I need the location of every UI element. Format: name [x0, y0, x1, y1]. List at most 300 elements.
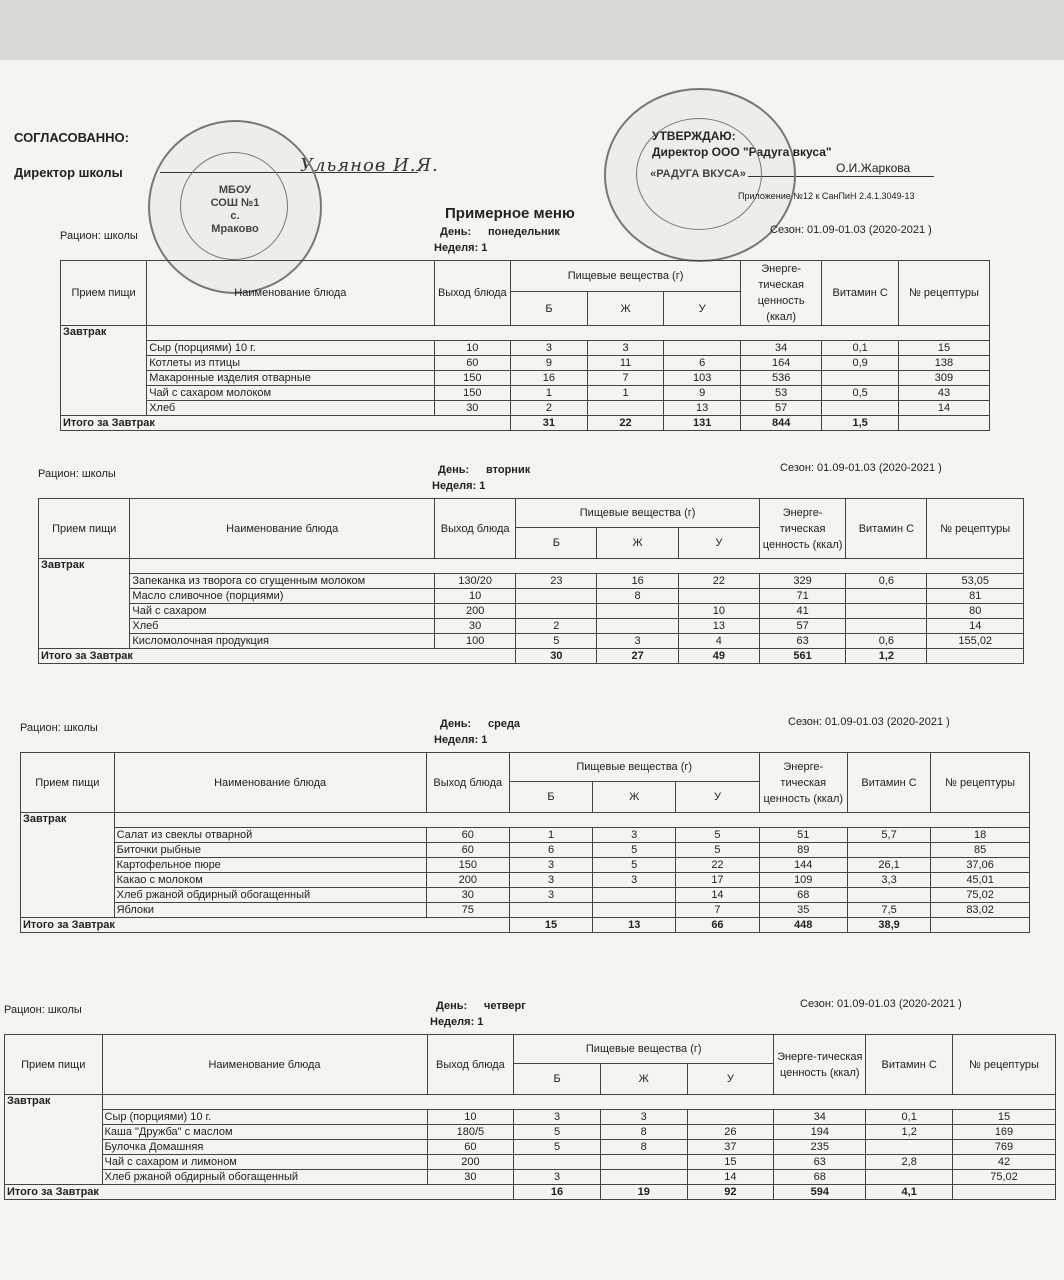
- ration-label: Рацион: школы: [20, 722, 98, 734]
- table-row: [5, 1140, 1056, 1155]
- protein-header: Б: [514, 1064, 601, 1095]
- recipe-number: 37,06: [931, 858, 1030, 873]
- carb-value: 17: [676, 873, 759, 888]
- carb-value: 14: [676, 888, 759, 903]
- total-energy: 844: [740, 416, 821, 431]
- carb-value: [687, 1110, 774, 1125]
- dish-header: Наименование блюда: [130, 499, 435, 559]
- table-row: [21, 903, 1030, 918]
- dish-name: Булочка Домашняя: [102, 1140, 427, 1155]
- vitamin-c-value: 26,1: [847, 858, 930, 873]
- menu-day-section: [4, 996, 1056, 1200]
- energy-header: Энерге-тическая ценность (ккал): [759, 753, 847, 813]
- dish-name: Биточки рыбные: [114, 843, 426, 858]
- day-label: День:: [438, 464, 470, 476]
- meal-name: Завтрак: [39, 559, 130, 649]
- table-row: [5, 1125, 1056, 1140]
- vitamin-c-value: [846, 619, 927, 634]
- meal-header: Прием пищи: [61, 261, 147, 326]
- table-row: [21, 888, 1030, 903]
- fat-value: 7: [587, 371, 664, 386]
- energy-value: 57: [740, 401, 821, 416]
- fat-value: [593, 888, 676, 903]
- vitamin-c-value: [822, 371, 899, 386]
- carb-value: 22: [678, 574, 759, 589]
- total-label: Итого за Завтрак: [21, 918, 510, 933]
- meal-row-filler: [130, 559, 1024, 574]
- total-label: Итого за Завтрак: [5, 1185, 514, 1200]
- dish-output: 100: [435, 634, 516, 649]
- dish-output: 30: [435, 619, 516, 634]
- carb-header: У: [687, 1064, 774, 1095]
- dish-output: 10: [427, 1110, 514, 1125]
- energy-header: Энерге-тическая ценность (ккал): [740, 261, 821, 326]
- recipe-number: 15: [898, 341, 989, 356]
- recipe-number: 83,02: [931, 903, 1030, 918]
- output-header: Выход блюда: [435, 499, 516, 559]
- nutrients-header: Пищевые вещества (г): [514, 1035, 774, 1064]
- fat-value: 3: [597, 634, 678, 649]
- vitamin-c-value: [847, 888, 930, 903]
- energy-value: 53: [740, 386, 821, 401]
- table-row: [21, 843, 1030, 858]
- fat-value: [587, 401, 664, 416]
- dish-name: Хлеб: [130, 619, 435, 634]
- table-row: [39, 619, 1024, 634]
- week-label: Неделя: 1: [434, 242, 488, 254]
- recipe-number: 75,02: [931, 888, 1030, 903]
- meal-row: [39, 559, 1024, 574]
- total-protein: 30: [516, 649, 597, 664]
- energy-value: 109: [759, 873, 847, 888]
- protein-value: 5: [514, 1140, 601, 1155]
- total-energy: 448: [759, 918, 847, 933]
- recipe-number: 769: [953, 1140, 1056, 1155]
- total-energy: 561: [759, 649, 845, 664]
- carb-value: 9: [664, 386, 741, 401]
- total-fat: 22: [587, 416, 664, 431]
- recipe-header: № рецептуры: [931, 753, 1030, 813]
- dish-output: 130/20: [435, 574, 516, 589]
- fat-value: 5: [593, 843, 676, 858]
- protein-value: 3: [509, 858, 592, 873]
- season-label: Сезон: 01.09-01.03 (2020-2021 ): [780, 462, 942, 474]
- dish-name: Картофельное пюре: [114, 858, 426, 873]
- fat-value: 3: [587, 341, 664, 356]
- carb-value: 7: [676, 903, 759, 918]
- total-carb: 66: [676, 918, 759, 933]
- menu-day-section: [60, 222, 990, 431]
- menu-table: [20, 752, 1030, 933]
- protein-value: 1: [511, 386, 588, 401]
- dish-output: 150: [434, 371, 511, 386]
- carb-value: 103: [664, 371, 741, 386]
- fat-value: 8: [597, 589, 678, 604]
- dish-name: Сыр (порциями) 10 г.: [147, 341, 434, 356]
- dish-output: 60: [434, 356, 511, 371]
- dish-output: 10: [435, 589, 516, 604]
- vitamin-c-value: [866, 1140, 953, 1155]
- menu-day-section: [38, 460, 1024, 664]
- total-vitamin-c: 1,5: [822, 416, 899, 431]
- dish-output: 75: [426, 903, 509, 918]
- menu-table: [4, 1034, 1056, 1200]
- meal-name: Завтрак: [61, 326, 147, 416]
- vitamin-c-value: 7,5: [847, 903, 930, 918]
- recipe-number: 45,01: [931, 873, 1030, 888]
- meal-header: Прием пищи: [5, 1035, 103, 1095]
- week-label: Неделя: 1: [430, 1016, 484, 1028]
- output-header: Выход блюда: [434, 261, 511, 326]
- menu-table: [38, 498, 1024, 664]
- day-value: четверг: [484, 1000, 526, 1012]
- dish-name: Кисломолочная продукция: [130, 634, 435, 649]
- energy-value: 536: [740, 371, 821, 386]
- total-carb: 92: [687, 1185, 774, 1200]
- dish-name: Хлеб: [147, 401, 434, 416]
- protein-value: [516, 589, 597, 604]
- dish-name: Салат из свеклы отварной: [114, 828, 426, 843]
- meal-header: Прием пищи: [21, 753, 115, 813]
- table-row: [5, 1155, 1056, 1170]
- vitamin-c-value: 0,5: [822, 386, 899, 401]
- nutrients-header: Пищевые вещества (г): [516, 499, 760, 528]
- protein-value: [516, 604, 597, 619]
- day-label: День:: [440, 226, 472, 238]
- section-meta: [38, 460, 1024, 498]
- table-row: [61, 371, 990, 386]
- fat-header: Ж: [587, 292, 664, 326]
- fat-value: [600, 1170, 687, 1185]
- protein-value: 1: [509, 828, 592, 843]
- energy-value: 34: [740, 341, 821, 356]
- protein-value: 16: [511, 371, 588, 386]
- dish-name: Запеканка из творога со сгущенным молоком: [130, 574, 435, 589]
- carb-value: 14: [687, 1170, 774, 1185]
- dish-name: Масло сливочное (порциями): [130, 589, 435, 604]
- recipe-number: 169: [953, 1125, 1056, 1140]
- dish-name: Каша "Дружба" с маслом: [102, 1125, 427, 1140]
- recipe-number: 155,02: [927, 634, 1024, 649]
- total-vitamin-c: 38,9: [847, 918, 930, 933]
- recipe-number: 309: [898, 371, 989, 386]
- dish-output: 60: [427, 1140, 514, 1155]
- total-recipe-empty: [898, 416, 989, 431]
- vitamin-c-header: Витамин С: [847, 753, 930, 813]
- fat-value: 1: [587, 386, 664, 401]
- dish-header: Наименование блюда: [114, 753, 426, 813]
- protein-value: 6: [509, 843, 592, 858]
- recipe-number: 14: [927, 619, 1024, 634]
- energy-value: 68: [759, 888, 847, 903]
- carb-value: 6: [664, 356, 741, 371]
- protein-value: 3: [509, 873, 592, 888]
- page-title: Примерное меню: [445, 205, 575, 222]
- company-director-name: О.И.Жаркова: [836, 161, 911, 175]
- total-fat: 13: [593, 918, 676, 933]
- recipe-number: 14: [898, 401, 989, 416]
- director-company-label: Директор ООО "Радуга вкуса": [652, 145, 832, 159]
- season-label: Сезон: 01.09-01.03 (2020-2021 ): [788, 716, 950, 728]
- recipe-header: № рецептуры: [953, 1035, 1056, 1095]
- total-energy: 594: [774, 1185, 866, 1200]
- meal-row: [61, 326, 990, 341]
- recipe-number: 18: [931, 828, 1030, 843]
- recipe-number: 81: [927, 589, 1024, 604]
- protein-header: Б: [509, 782, 592, 813]
- director-school-label: Директор школы: [14, 165, 123, 180]
- vitamin-c-value: 0,6: [846, 634, 927, 649]
- fat-value: 3: [593, 873, 676, 888]
- energy-value: 329: [759, 574, 845, 589]
- school-stamp-text: МБОУ СОШ №1 с. Мраково: [210, 184, 260, 235]
- recipe-header: № рецептуры: [927, 499, 1024, 559]
- dish-output: 30: [427, 1170, 514, 1185]
- protein-value: 5: [514, 1125, 601, 1140]
- table-header-row: [61, 261, 990, 292]
- fat-value: 8: [600, 1125, 687, 1140]
- dish-name: Какао с молоком: [114, 873, 426, 888]
- vitamin-c-value: 2,8: [866, 1155, 953, 1170]
- vitamin-c-value: 0,1: [822, 341, 899, 356]
- energy-value: 164: [740, 356, 821, 371]
- dish-output: 60: [426, 828, 509, 843]
- protein-value: 3: [514, 1110, 601, 1125]
- energy-header: Энерге-тическая ценность (ккал): [759, 499, 845, 559]
- carb-header: У: [678, 528, 759, 559]
- output-header: Выход блюда: [427, 1035, 514, 1095]
- energy-value: 71: [759, 589, 845, 604]
- dish-header: Наименование блюда: [102, 1035, 427, 1095]
- table-row: [39, 634, 1024, 649]
- dish-output: 200: [427, 1155, 514, 1170]
- total-protein: 16: [514, 1185, 601, 1200]
- carb-value: 4: [678, 634, 759, 649]
- dish-name: Макаронные изделия отварные: [147, 371, 434, 386]
- protein-value: 3: [509, 888, 592, 903]
- meal-row-filler: [114, 813, 1029, 828]
- table-row: [61, 386, 990, 401]
- section-meta: [20, 714, 1030, 752]
- fat-value: 11: [587, 356, 664, 371]
- recipe-number: 138: [898, 356, 989, 371]
- carb-value: 5: [676, 843, 759, 858]
- protein-value: 5: [516, 634, 597, 649]
- dish-name: Сыр (порциями) 10 г.: [102, 1110, 427, 1125]
- table-row: [21, 873, 1030, 888]
- day-value: среда: [488, 718, 521, 730]
- total-fat: 19: [600, 1185, 687, 1200]
- dish-output: 60: [426, 843, 509, 858]
- energy-value: 34: [774, 1110, 866, 1125]
- carb-value: 10: [678, 604, 759, 619]
- carb-value: [678, 589, 759, 604]
- agreed-label: СОГЛАСОВАННО:: [14, 130, 129, 145]
- recipe-number: 85: [931, 843, 1030, 858]
- fat-value: 8: [600, 1140, 687, 1155]
- meal-name: Завтрак: [21, 813, 115, 918]
- fat-value: 3: [593, 828, 676, 843]
- energy-value: 235: [774, 1140, 866, 1155]
- table-row: [21, 828, 1030, 843]
- vitamin-c-value: [846, 604, 927, 619]
- vitamin-c-value: 0,1: [866, 1110, 953, 1125]
- dish-name: Яблоки: [114, 903, 426, 918]
- vitamin-c-value: [846, 589, 927, 604]
- dish-name: Хлеб ржаной обдирный обогащенный: [114, 888, 426, 903]
- vitamin-c-header: Витамин С: [822, 261, 899, 326]
- table-row: [39, 574, 1024, 589]
- vitamin-c-value: [866, 1170, 953, 1185]
- vitamin-c-value: 5,7: [847, 828, 930, 843]
- menu-day-section: [20, 714, 1030, 933]
- protein-value: 23: [516, 574, 597, 589]
- total-recipe-empty: [931, 918, 1030, 933]
- agreement-block: [14, 130, 129, 200]
- fat-value: 5: [593, 858, 676, 873]
- table-row: [39, 604, 1024, 619]
- table-row: [5, 1110, 1056, 1125]
- table-row: [61, 401, 990, 416]
- meal-row-filler: [147, 326, 990, 341]
- energy-value: 144: [759, 858, 847, 873]
- table-row: [39, 589, 1024, 604]
- fat-value: 16: [597, 574, 678, 589]
- energy-value: 57: [759, 619, 845, 634]
- protein-value: [514, 1155, 601, 1170]
- recipe-number: 53,05: [927, 574, 1024, 589]
- total-label: Итого за Завтрак: [61, 416, 511, 431]
- total-vitamin-c: 1,2: [846, 649, 927, 664]
- dish-name: Хлеб ржаной обдирный обогащенный: [102, 1170, 427, 1185]
- day-value: понедельник: [488, 226, 560, 238]
- season-label: Сезон: 01.09-01.03 (2020-2021 ): [800, 998, 962, 1010]
- section-meta: [60, 222, 990, 260]
- total-vitamin-c: 4,1: [866, 1185, 953, 1200]
- dish-output: 30: [434, 401, 511, 416]
- dish-output: 30: [426, 888, 509, 903]
- energy-value: 35: [759, 903, 847, 918]
- fat-header: Ж: [593, 782, 676, 813]
- day-value: вторник: [486, 464, 531, 476]
- dish-output: 150: [426, 858, 509, 873]
- section-meta: [4, 996, 1056, 1034]
- meal-header: Прием пищи: [39, 499, 130, 559]
- total-recipe-empty: [927, 649, 1024, 664]
- dish-output: 180/5: [427, 1125, 514, 1140]
- vitamin-c-value: 3,3: [847, 873, 930, 888]
- carb-value: 15: [687, 1155, 774, 1170]
- recipe-number: 80: [927, 604, 1024, 619]
- table-header-row: [5, 1035, 1056, 1064]
- meal-row-filler: [102, 1095, 1056, 1110]
- protein-value: 3: [514, 1170, 601, 1185]
- vitamin-c-value: [822, 401, 899, 416]
- total-protein: 15: [509, 918, 592, 933]
- nutrients-header: Пищевые вещества (г): [509, 753, 759, 782]
- week-label: Неделя: 1: [432, 480, 486, 492]
- day-label: День:: [436, 1000, 468, 1012]
- director-signature: Ульянов И.Я.: [300, 155, 439, 176]
- dish-name: Чай с сахаром: [130, 604, 435, 619]
- energy-value: 63: [759, 634, 845, 649]
- carb-value: 37: [687, 1140, 774, 1155]
- carb-value: 22: [676, 858, 759, 873]
- approve-label: УТВЕРЖДАЮ:: [652, 129, 736, 143]
- dish-output: 200: [426, 873, 509, 888]
- day-label: День:: [440, 718, 472, 730]
- vitamin-c-value: 0,6: [846, 574, 927, 589]
- energy-header: Энерге-тическая ценность (ккал): [774, 1035, 866, 1095]
- dish-name: Чай с сахаром и лимоном: [102, 1155, 427, 1170]
- nutrients-header: Пищевые вещества (г): [511, 261, 741, 292]
- vitamin-c-value: 1,2: [866, 1125, 953, 1140]
- table-row: [5, 1170, 1056, 1185]
- carb-value: 5: [676, 828, 759, 843]
- output-header: Выход блюда: [426, 753, 509, 813]
- total-carb: 49: [678, 649, 759, 664]
- total-fat: 27: [597, 649, 678, 664]
- recipe-header: № рецептуры: [898, 261, 989, 326]
- vitamin-c-value: 0,9: [822, 356, 899, 371]
- meal-row: [21, 813, 1030, 828]
- total-row: [5, 1185, 1056, 1200]
- protein-value: [509, 903, 592, 918]
- total-row: [61, 416, 990, 431]
- carb-value: 13: [678, 619, 759, 634]
- company-stamp-text: «РАДУГА ВКУСА»: [650, 168, 746, 180]
- fat-value: [600, 1155, 687, 1170]
- protein-header: Б: [511, 292, 588, 326]
- table-header-row: [21, 753, 1030, 782]
- table-row: [21, 858, 1030, 873]
- energy-value: 51: [759, 828, 847, 843]
- energy-value: 89: [759, 843, 847, 858]
- dish-output: 200: [435, 604, 516, 619]
- week-label: Неделя: 1: [434, 734, 488, 746]
- carb-value: [664, 341, 741, 356]
- ration-label: Рацион: школы: [60, 230, 138, 242]
- fat-value: [597, 619, 678, 634]
- table-row: [61, 341, 990, 356]
- carb-header: У: [676, 782, 759, 813]
- carb-value: 13: [664, 401, 741, 416]
- total-carb: 131: [664, 416, 741, 431]
- dish-output: 150: [434, 386, 511, 401]
- table-header-row: [39, 499, 1024, 528]
- energy-value: 63: [774, 1155, 866, 1170]
- energy-value: 194: [774, 1125, 866, 1140]
- protein-value: 9: [511, 356, 588, 371]
- vitamin-c-header: Витамин С: [866, 1035, 953, 1095]
- recipe-number: 42: [953, 1155, 1056, 1170]
- total-label: Итого за Завтрак: [39, 649, 516, 664]
- dish-name: Котлеты из птицы: [147, 356, 434, 371]
- recipe-number: 43: [898, 386, 989, 401]
- carb-value: 26: [687, 1125, 774, 1140]
- vitamin-c-value: [847, 843, 930, 858]
- total-protein: 31: [511, 416, 588, 431]
- total-row: [39, 649, 1024, 664]
- meal-name: Завтрак: [5, 1095, 103, 1185]
- energy-value: 68: [774, 1170, 866, 1185]
- total-recipe-empty: [953, 1185, 1056, 1200]
- fat-value: 3: [600, 1110, 687, 1125]
- table-row: [61, 356, 990, 371]
- energy-value: 41: [759, 604, 845, 619]
- meal-row: [5, 1095, 1056, 1110]
- vitamin-c-header: Витамин С: [846, 499, 927, 559]
